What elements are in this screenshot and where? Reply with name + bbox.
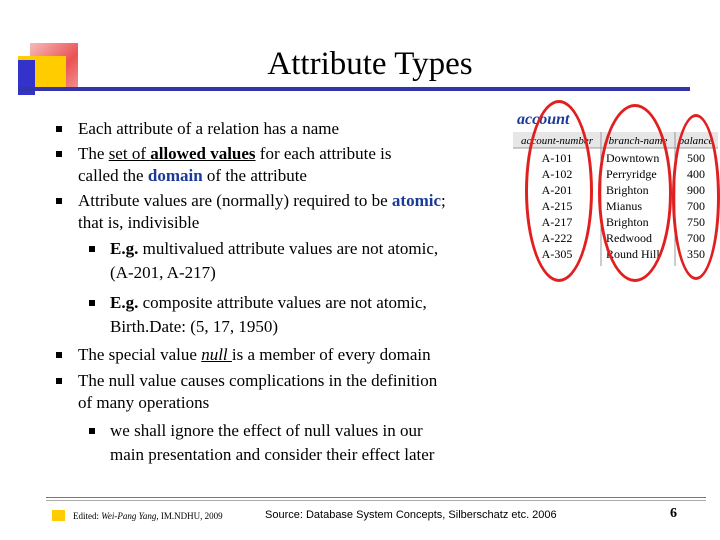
highlight-ellipse-balance (672, 114, 720, 280)
bullet-line: The set of allowed values for each attribute is (78, 144, 392, 163)
sub-bullet-line: (A-201, A-217) (110, 263, 216, 282)
table-cell: 400 (687, 167, 705, 181)
table-header-cell: balance (678, 135, 714, 147)
bullet-line: Attribute values are (normally) required to be atomic; (78, 191, 446, 210)
bullet-marker (56, 198, 62, 204)
table-cell: A-217 (541, 215, 573, 229)
highlight-ellipse-account-number (525, 100, 593, 282)
table-cell: 700 (687, 231, 705, 245)
table-cell: A-201 (541, 183, 573, 197)
table-cell: 750 (687, 215, 705, 229)
bullet-marker (56, 352, 62, 358)
sub-bullet-line: E.g. multivalued attribute values are not atomic, (110, 239, 439, 258)
sub-bullet-line: Birth.Date: (5, 17, 1950) (110, 317, 279, 336)
page-number: 6 (670, 506, 677, 521)
table-cell: A-222 (541, 231, 573, 245)
table-cell: Brighton (606, 183, 649, 197)
table-cell: 350 (687, 247, 705, 261)
footer-edited: Edited: Wei-Pang Yang, IM.NDHU, 2009 (73, 511, 223, 521)
sub-bullet-line: E.g. composite attribute values are not atomic, (110, 293, 427, 312)
footer-marker (52, 510, 65, 521)
table-header-cell: branch-name (608, 135, 668, 147)
table-cell: Round Hill (606, 247, 660, 261)
sub-bullet-line: we shall ignore the effect of null values in our (110, 421, 423, 440)
title-underline (18, 87, 690, 91)
bullet-line: Each attribute of a relation has a name (78, 119, 340, 138)
table-cell: Downtown (606, 151, 660, 165)
table-cell: 700 (687, 199, 705, 213)
bullet-line: that is, indivisible (78, 213, 200, 232)
bullet-marker (56, 378, 62, 384)
table-cell: Perryridge (606, 167, 657, 181)
table-cell: Brighton (606, 215, 649, 229)
table-cell: Mianus (606, 199, 642, 213)
footer-rule (46, 497, 706, 498)
highlight-ellipse-branch-name (598, 104, 672, 282)
footer-rule (46, 500, 706, 501)
bullet-marker (56, 151, 62, 157)
table-cell: A-102 (541, 167, 573, 181)
bullet-marker (56, 126, 62, 132)
bullet-line: of many operations (78, 393, 210, 412)
footer-source: Source: Database System Concepts, Silberschatz etc. 2006 (265, 509, 557, 521)
bullet-line: The null value causes complications in the definition (78, 371, 438, 390)
bullet-line: called the domain of the attribute (78, 166, 307, 185)
slide-title: Attribute Types (267, 46, 473, 82)
table-name: account (517, 111, 570, 128)
table-cell: 500 (687, 151, 705, 165)
sub-bullet-line: main presentation and consider their effect later (110, 445, 435, 464)
table-cell: 900 (687, 183, 705, 197)
table-cell: A-215 (541, 199, 573, 213)
table-cell: Redwood (606, 231, 652, 245)
table-header-cell: account-number (520, 135, 594, 147)
bullet-line: The special value null is a member of every domain (78, 345, 431, 364)
table-cell: A-305 (541, 247, 573, 261)
table-cell: A-101 (541, 151, 573, 165)
bullet-marker (89, 246, 95, 252)
bullet-marker (89, 300, 95, 306)
bullet-marker (89, 428, 95, 434)
